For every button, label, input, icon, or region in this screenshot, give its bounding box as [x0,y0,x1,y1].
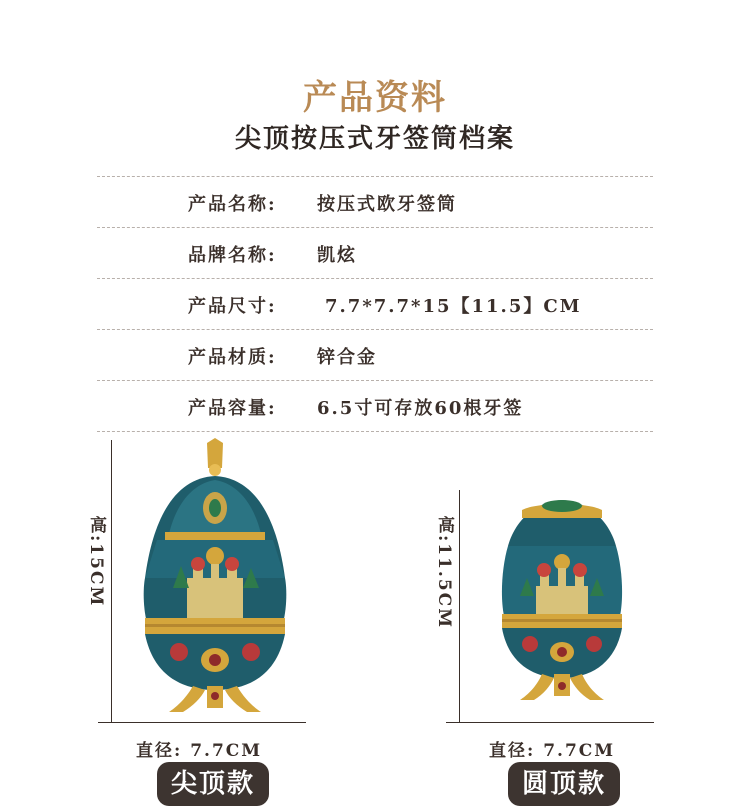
page-title: 产品资料 [303,78,447,118]
spec-row-material [97,330,653,380]
spec-value: 锌合金 [317,347,377,368]
spec-label: 产品尺寸: [188,296,277,317]
spec-value: 6.5寸可存放60根牙签 [317,398,524,419]
page-subtitle: 尖顶按压式牙签筒档案 [234,124,515,154]
spec-label: 产品容量: [188,398,277,419]
height-dimension-line [111,440,112,723]
height-dimension-line [459,490,460,723]
spec-label: 产品材质: [188,347,277,368]
spec-table [97,176,653,432]
spec-value: 按压式欧牙签筒 [317,194,457,215]
pointed-egg-image [135,438,295,718]
spec-label: 产品名称: [188,194,277,215]
divider [97,431,653,432]
round-egg-image [492,496,632,716]
spec-value: 7.7*7.7*15【11.5】CM [325,296,582,317]
height-label: 高:15CM [86,516,106,608]
style-badge-pointed: 尖顶款 [157,762,269,806]
style-badge-round: 圆顶款 [508,762,620,806]
spec-row-size [97,279,653,329]
width-dimension-line [446,722,654,723]
spec-row-capacity [97,381,653,431]
spec-row-brand [97,228,653,278]
spec-row-name [97,177,653,227]
height-label: 高:11.5CM [434,516,454,630]
spec-value: 凯炫 [317,245,357,266]
spec-label: 品牌名称: [188,245,277,266]
width-dimension-line [98,722,306,723]
diameter-label: 直径: 7.7CM [489,741,616,761]
diameter-label: 直径: 7.7CM [136,741,263,761]
